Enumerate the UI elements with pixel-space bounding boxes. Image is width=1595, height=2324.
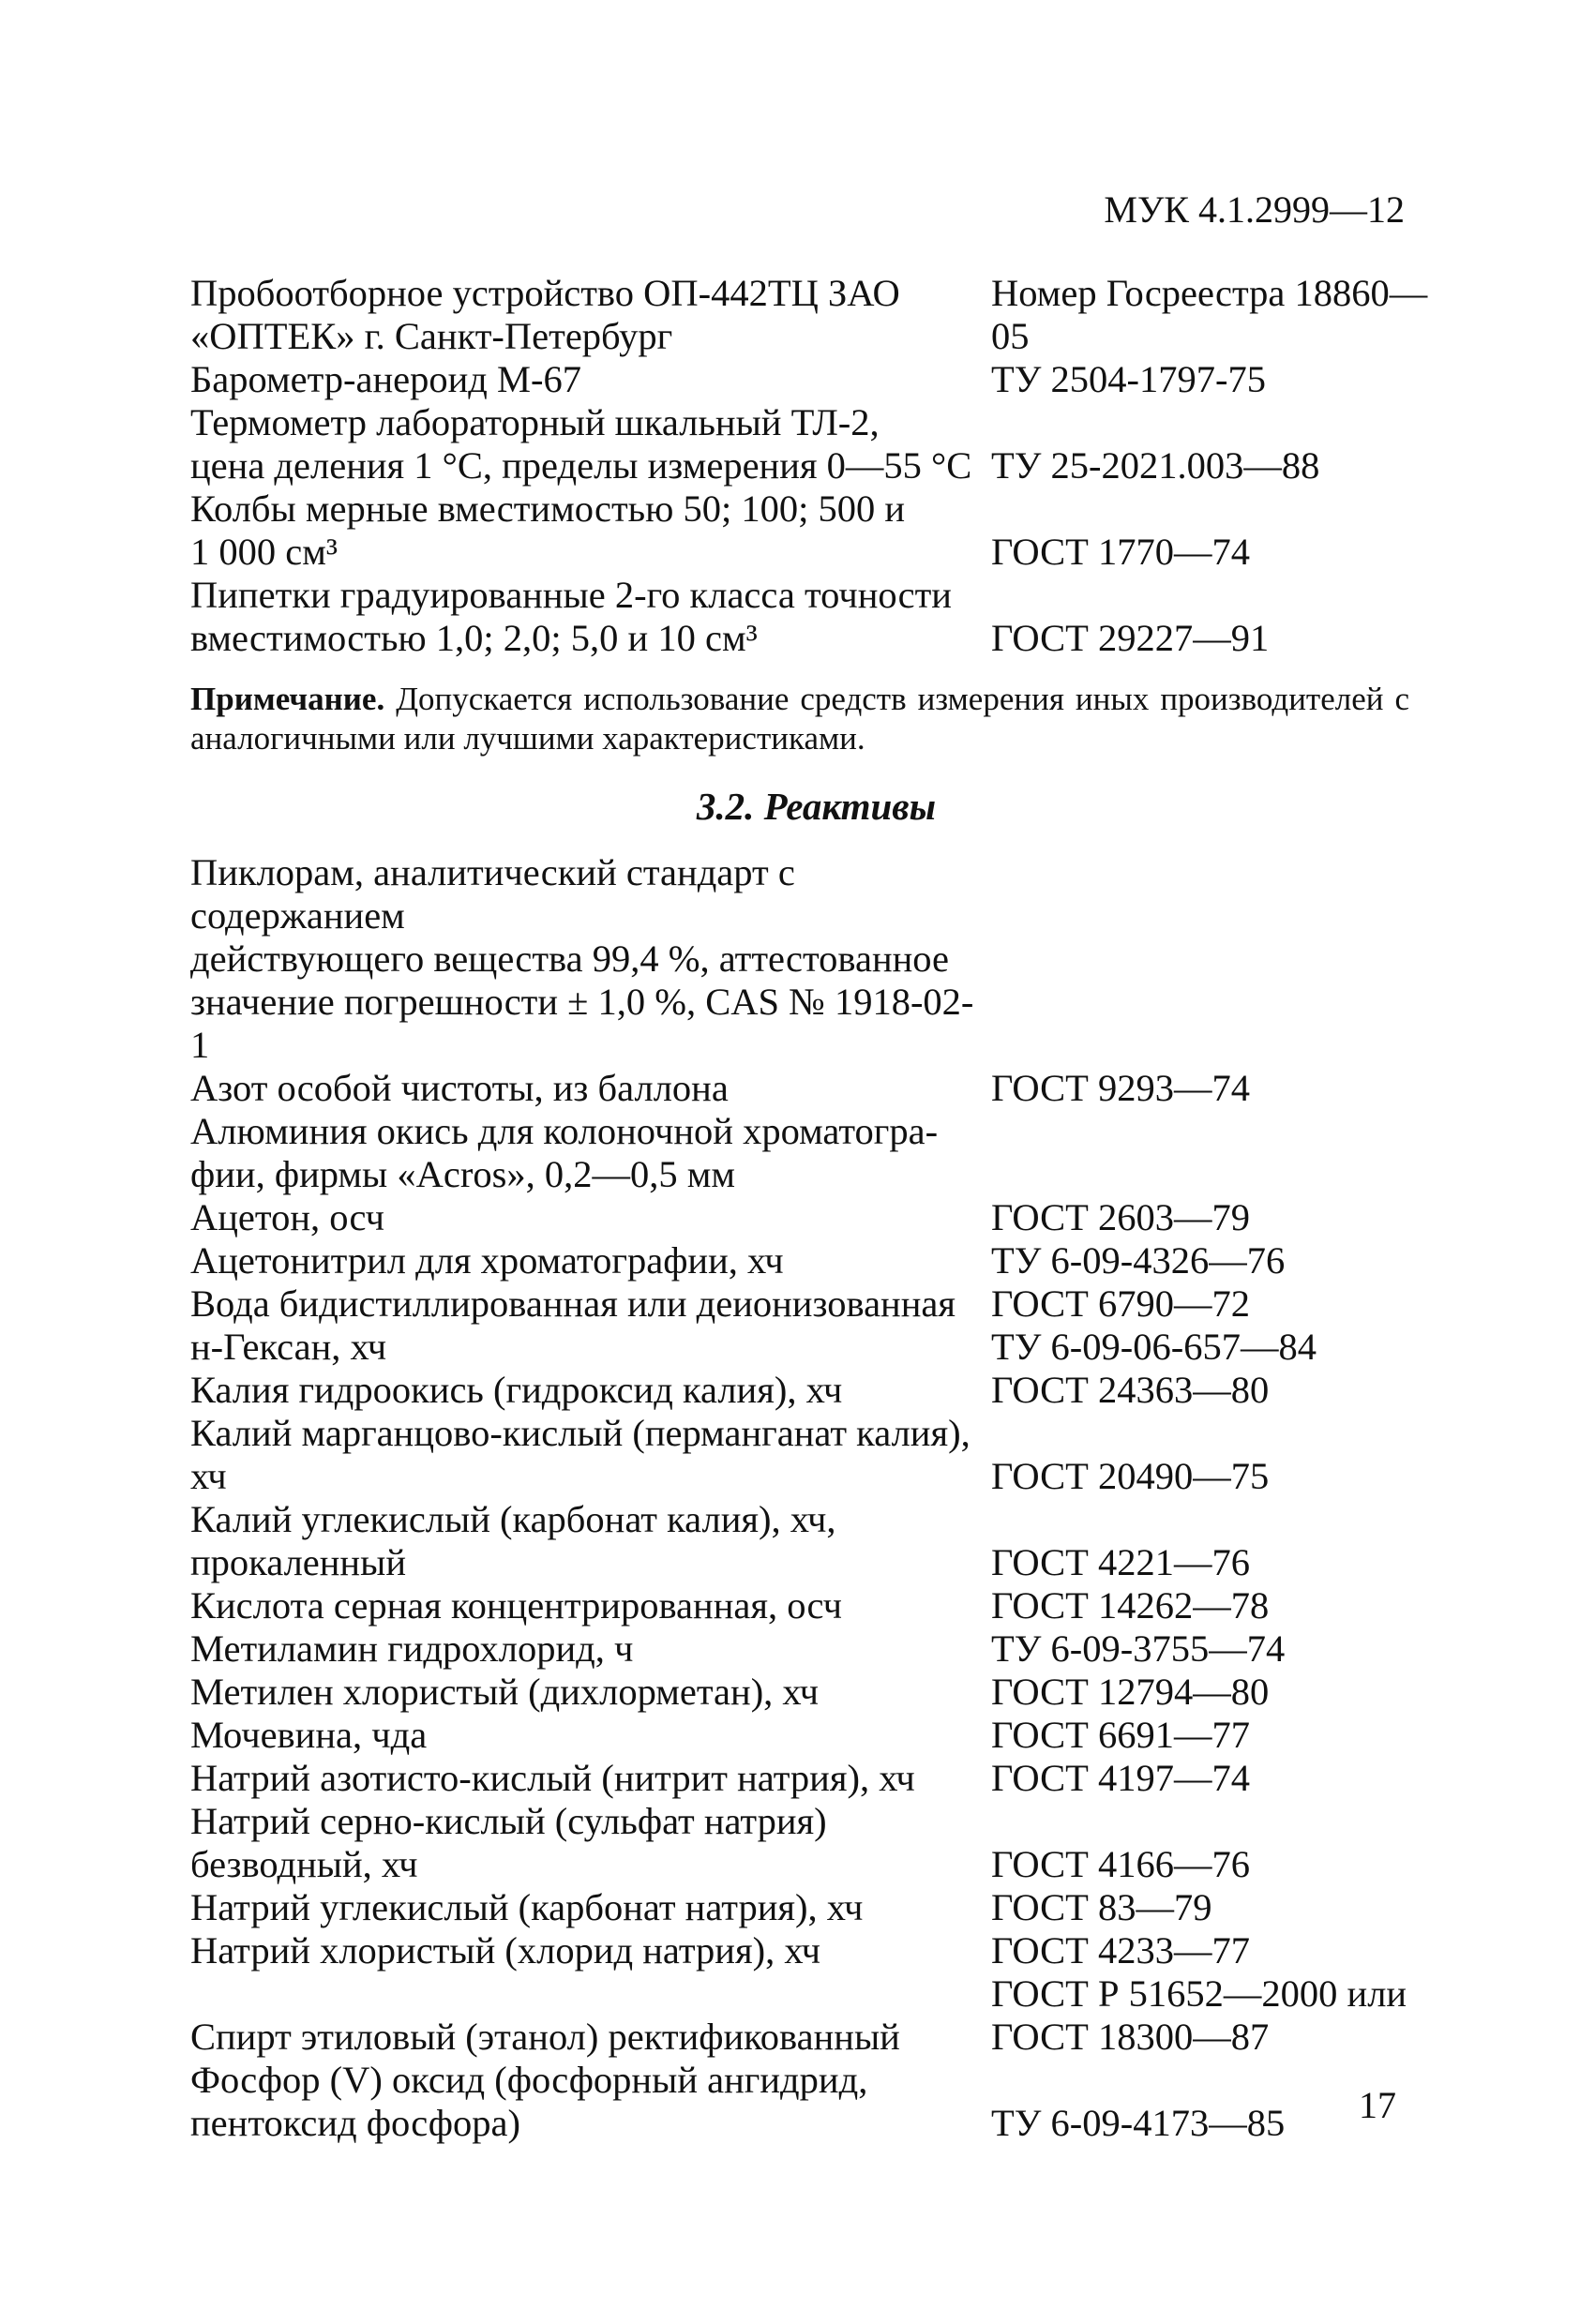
- reagents-item-standard: ГОСТ 9293—74: [991, 1067, 1251, 1109]
- instruments-row: [190, 358, 1437, 401]
- reagents-item-name: Ацетон, осч: [190, 1196, 385, 1238]
- instruments-item-standard: ТУ 2504-1797-75: [991, 358, 1267, 400]
- reagents-item-name: Пиклорам, аналитический стандарт с содержанием действующего вещества 99,4 %, аттестованное значение погрешности ± 1,0 %, CAS № 1918-02-1: [190, 851, 974, 1066]
- reagents-item-name: Натрий азотисто-кислый (нитрит натрия), хч: [190, 1757, 915, 1799]
- reagents-row: [190, 1326, 1437, 1369]
- reagents-row: [190, 1369, 1437, 1412]
- reagents-row: [190, 1671, 1437, 1714]
- instruments-list: [190, 272, 1437, 660]
- document-code: МУК 4.1.2999—12: [1104, 188, 1405, 231]
- reagents-row: [190, 851, 1437, 1067]
- reagents-item-name: Метиламин гидрохлорид, ч: [190, 1627, 634, 1670]
- reagents-item-standard: ТУ 6-09-3755—74: [991, 1627, 1286, 1670]
- note-text: Допускается использование средств измерения иных производителей с аналогичными или лучшими характеристиками.: [190, 681, 1409, 757]
- instruments-item-name: Колбы мерные вместимостью 50; 100; 500 и 1 000 см³: [190, 487, 906, 573]
- reagents-item-standard: ГОСТ 12794—80: [991, 1671, 1270, 1713]
- reagents-row: [190, 1714, 1437, 1757]
- reagents-row: [190, 1584, 1437, 1627]
- instruments-item-name: Барометр-анероид М-67: [190, 358, 582, 400]
- reagents-item-standard: ГОСТ 6691—77: [991, 1714, 1251, 1756]
- reagents-item-standard: ГОСТ 4233—77: [991, 1929, 1251, 1972]
- instruments-item-standard: ГОСТ 29227—91: [991, 617, 1270, 659]
- reagents-row: [190, 1067, 1437, 1110]
- reagents-item-standard: ТУ 6-09-4326—76: [991, 1239, 1286, 1282]
- reagents-row: [190, 2059, 1437, 2145]
- reagents-row: [190, 1196, 1437, 1239]
- reagents-item-name: Натрий серно-кислый (сульфат натрия) безводный, хч: [190, 1800, 827, 1885]
- reagents-row: [190, 1929, 1437, 1972]
- reagents-item-name: Кислота серная концентрированная, осч: [190, 1584, 843, 1627]
- instruments-item-name: Пробоотборное устройство ОП-442ТЦ ЗАО «ОПТЕК» г. Санкт-Петербург: [190, 272, 900, 357]
- reagents-item-standard: ГОСТ 14262—78: [991, 1584, 1270, 1627]
- reagents-row: [190, 1412, 1437, 1498]
- note: [190, 680, 1409, 758]
- reagents-item-standard: ГОСТ 2603—79: [991, 1196, 1251, 1238]
- reagents-row: [190, 1757, 1437, 1800]
- reagents-item-standard: ГОСТ 83—79: [991, 1886, 1212, 1928]
- reagents-item-name: Калий углекислый (карбонат калия), хч, прокаленный: [190, 1498, 836, 1583]
- instruments-item-standard: Номер Госреестра 18860—05: [991, 272, 1428, 357]
- instruments-row: [190, 574, 1437, 660]
- reagents-row: [190, 1627, 1437, 1671]
- reagents-item-name: Мочевина, чда: [190, 1714, 428, 1756]
- reagents-item-standard: ТУ 6-09-06-657—84: [991, 1326, 1317, 1368]
- reagents-item-standard: ТУ 6-09-4173—85: [991, 2102, 1286, 2144]
- page-number: 17: [1359, 2084, 1396, 2126]
- instruments-item-standard: ТУ 25-2021.003—88: [991, 444, 1320, 487]
- reagents-item-name: Калия гидроокись (гидроксид калия), хч: [190, 1369, 843, 1411]
- reagents-list: [190, 851, 1437, 2145]
- reagents-row: [190, 1886, 1437, 1929]
- reagents-item-name: Спирт этиловый (этанол) ректификованный: [190, 2016, 900, 2058]
- instruments-row: [190, 487, 1437, 574]
- reagents-item-standard: ГОСТ 4221—76: [991, 1541, 1251, 1583]
- reagents-item-name: Натрий углекислый (карбонат натрия), хч: [190, 1886, 864, 1928]
- reagents-item-name: Метилен хлористый (дихлорметан), хч: [190, 1671, 820, 1713]
- reagents-row: [190, 1110, 1437, 1196]
- reagents-item-name: Фосфор (V) оксид (фосфорный ангидрид, пентоксид фосфора): [190, 2059, 868, 2144]
- instruments-item-name: Пипетки градуированные 2-го класса точности вместимостью 1,0; 2,0; 5,0 и 10 см³: [190, 574, 952, 659]
- reagents-item-standard: ГОСТ 24363—80: [991, 1369, 1270, 1411]
- reagents-row: [190, 1282, 1437, 1326]
- note-label: Примечание.: [190, 681, 385, 717]
- instruments-item-name: Термометр лабораторный шкальный ТЛ-2, цена деления 1 °С, пределы измерения 0—55 °С: [190, 401, 972, 487]
- reagents-row: [190, 1498, 1437, 1584]
- instruments-item-standard: ГОСТ 1770—74: [991, 531, 1251, 573]
- section-title: 3.2. Реактивы: [696, 785, 937, 828]
- reagents-item-name: Ацетонитрил для хроматографии, хч: [190, 1239, 784, 1282]
- reagents-item-name: н-Гексан, хч: [190, 1326, 387, 1368]
- reagents-item-name: Натрий хлористый (хлорид натрия), хч: [190, 1929, 820, 1972]
- reagents-item-name: Вода бидистиллированная или деионизованная: [190, 1282, 956, 1325]
- reagents-item-standard: ГОСТ 4166—76: [991, 1843, 1251, 1885]
- reagents-item-name: Алюминия окись для колоночной хроматогра- фии, фирмы «Acros», 0,2—0,5 мм: [190, 1110, 939, 1195]
- reagents-row: [190, 1972, 1437, 2059]
- reagents-item-name: Азот особой чистоты, из баллона: [190, 1067, 729, 1109]
- reagents-item-standard: ГОСТ Р 51652—2000 или ГОСТ 18300—87: [991, 1972, 1407, 2058]
- reagents-row: [190, 1239, 1437, 1282]
- instruments-row: [190, 272, 1437, 358]
- reagents-item-standard: ГОСТ 6790—72: [991, 1282, 1251, 1325]
- reagents-row: [190, 1800, 1437, 1886]
- instruments-row: [190, 401, 1437, 487]
- reagents-item-standard: ГОСТ 20490—75: [991, 1455, 1270, 1497]
- reagents-item-standard: ГОСТ 4197—74: [991, 1757, 1251, 1799]
- reagents-item-name: Калий марганцово-кислый (перманганат калия), хч: [190, 1412, 971, 1497]
